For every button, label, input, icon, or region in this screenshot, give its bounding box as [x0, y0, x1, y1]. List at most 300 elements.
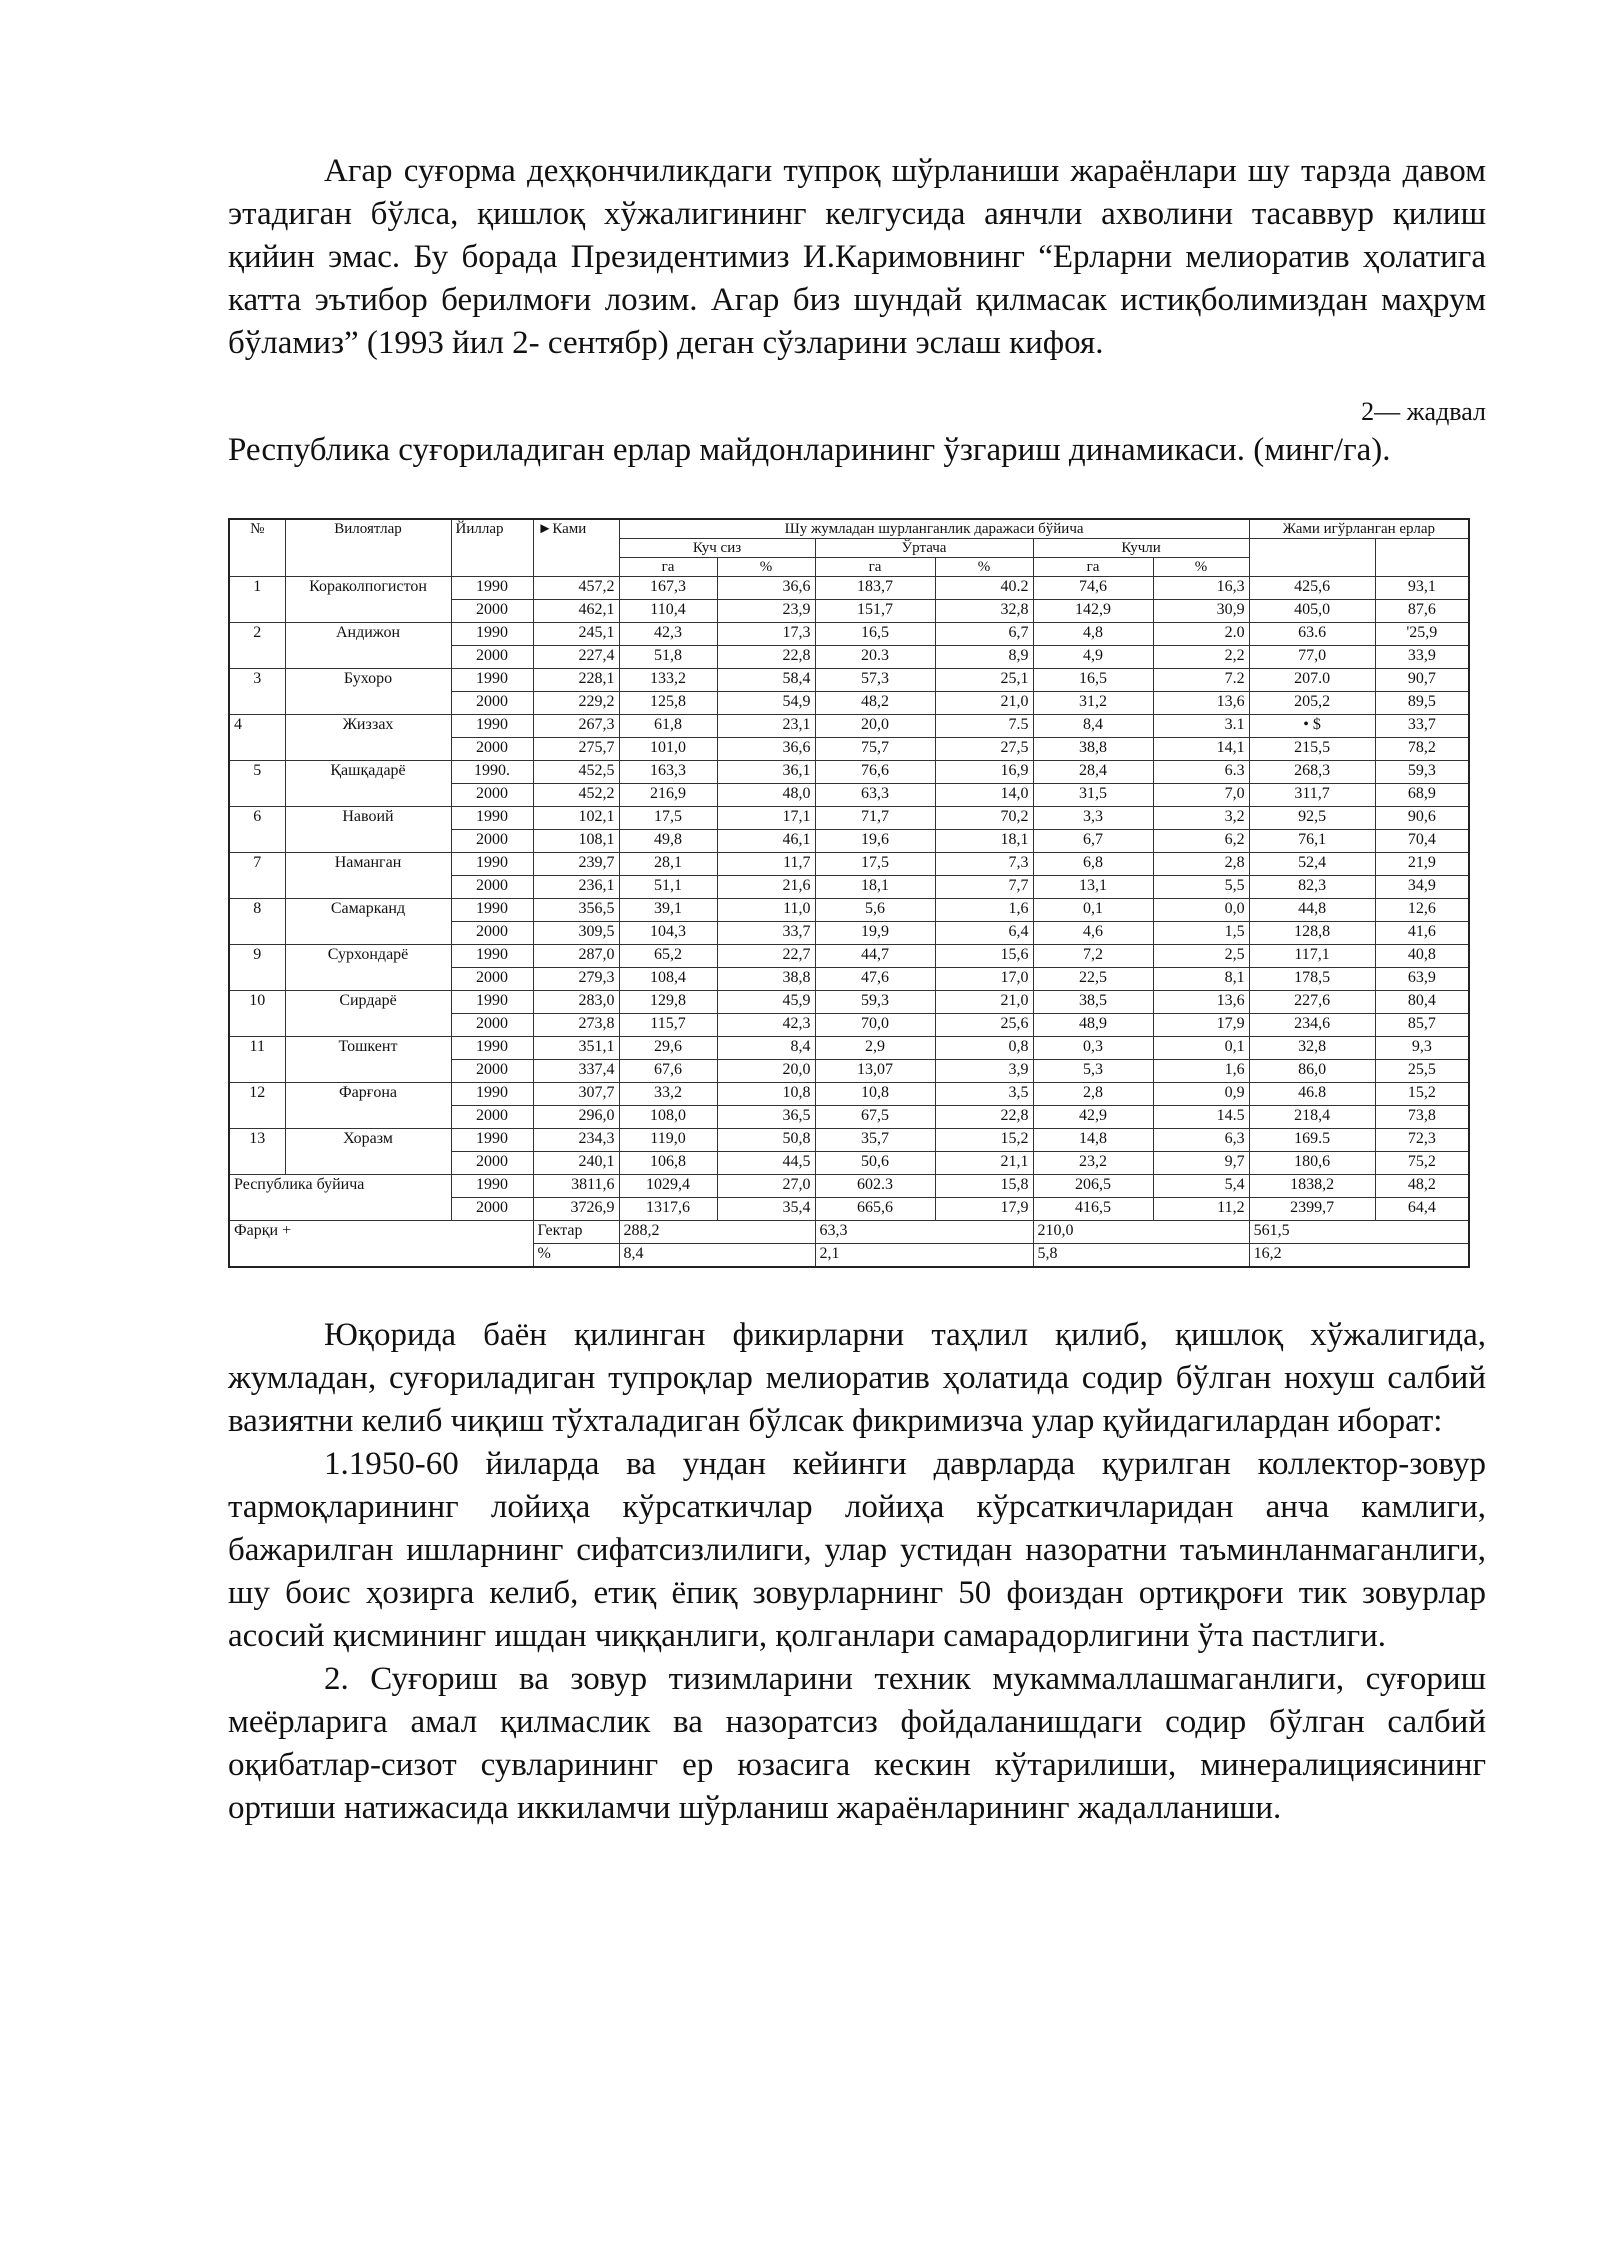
table-cell: 239,7 — [533, 853, 619, 876]
table-cell: 7,0 — [1153, 784, 1249, 807]
table-cell: 2,8 — [1033, 1083, 1153, 1106]
table-cell: 10,8 — [815, 1083, 935, 1106]
table-cell: 23,9 — [717, 600, 815, 623]
region-name: Сурхондарё — [285, 945, 451, 991]
body-text — [228, 1314, 1486, 1830]
region-name: Жиззах — [285, 715, 451, 761]
table-cell: 77,0 — [1249, 646, 1375, 669]
table-cell: 163,3 — [619, 761, 717, 784]
region-name: Андижон — [285, 623, 451, 669]
table-cell: 48,2 — [1375, 1175, 1469, 1198]
table-cell: 4,6 — [1033, 922, 1153, 945]
header-unit-pct: % — [935, 558, 1033, 577]
table-cell: 29,6 — [619, 1037, 717, 1060]
table-row — [229, 807, 1469, 830]
header-years: Йиллар — [451, 519, 533, 577]
table-cell: 351,1 — [533, 1037, 619, 1060]
table-cell: 267,3 — [533, 715, 619, 738]
table-cell: 36,6 — [717, 738, 815, 761]
table-cell: 21,0 — [935, 991, 1033, 1014]
reason-2-paragraph: 2. Суғориш ва зовур тизимларини техник мукаммаллашмаганлиги, суғориш меёрларига амал қилмаслик ва назоратсиз фойдаланишдаги содир бўлган салбий оқибатлар-сизот сувларининг ер юзасига кескин кўтарилиши, минералициясининг ортиши натижасида иккиламчи шўрланиш жараёнларининг жадалланиши. — [228, 1661, 1486, 1826]
region-number: 1 — [229, 577, 285, 623]
table-cell: 1,6 — [1153, 1060, 1249, 1083]
table-cell: 2000 — [451, 1014, 533, 1037]
table-cell: 58,4 — [717, 669, 815, 692]
table-cell: 57,3 — [815, 669, 935, 692]
table-cell: 44,7 — [815, 945, 935, 968]
table-cell: 17,9 — [935, 1198, 1033, 1221]
table-cell: 0,0 — [1153, 899, 1249, 922]
table-row — [229, 1129, 1469, 1152]
table-cell: 13,6 — [1153, 991, 1249, 1014]
table-cell: 33,2 — [619, 1083, 717, 1106]
table-cell: 39,1 — [619, 899, 717, 922]
reason-1-paragraph: 1.1950-60 йиларда ва ундан кейинги даврларда қурилган коллектор-зовур тармоқларининг лойиҳа кўрсаткичлар лойиҳа кўрсаткичларидан анча камлиги, бажарилган ишларнинг сифатсизлилиги, улар устидан назоратни таъминланмаганлиги, шу боис ҳозирга келиб, етиқ ёпиқ зовурларнинг 50 фоиздан ортиқроғи тик зовурлар асосий қисмининг ишдан чиққанлиги, қолганлари самарадорлигини ўта пастлиги. — [228, 1446, 1486, 1654]
table-cell: 9,3 — [1375, 1037, 1469, 1060]
table-cell: 42,3 — [619, 623, 717, 646]
table-cell: 178,5 — [1249, 968, 1375, 991]
table-cell: 2399,7 — [1249, 1198, 1375, 1221]
table-cell: 356,5 — [533, 899, 619, 922]
table-cell: 13,1 — [1033, 876, 1153, 899]
table-cell: 128,8 — [1249, 922, 1375, 945]
table-cell: 275,7 — [533, 738, 619, 761]
table-cell: 4,9 — [1033, 646, 1153, 669]
analysis-paragraph: Юқорида баён қилинган фикирларни таҳлил қилиб, қишлоқ хўжалигида, жумладан, суғориладиган тупроқлар мелиоратив ҳолатида содир бўлган нохуш салбий вазиятни келиб чиқиш тўхталадиган бўлсак фикримизча улар қуйидагилардан иборат: — [228, 1317, 1486, 1439]
region-name: Наманган — [285, 853, 451, 899]
table-cell: 33,9 — [1375, 646, 1469, 669]
table-cell: 44,8 — [1249, 899, 1375, 922]
table-cell: 2000 — [451, 1198, 533, 1221]
table-cell: 229,2 — [533, 692, 619, 715]
table-row — [229, 1083, 1469, 1106]
table-cell: 25,6 — [935, 1014, 1033, 1037]
header-strong: Кучли — [1033, 539, 1249, 558]
table-cell: 416,5 — [1033, 1198, 1153, 1221]
table-cell: 68,9 — [1375, 784, 1469, 807]
table-cell: 6,2 — [1153, 830, 1249, 853]
table-cell: 59,3 — [815, 991, 935, 1014]
header-unit-ha: га — [815, 558, 935, 577]
table-caption: Республика суғориладиган ерлар майдонларининг ўзгариш динамикаси. (минг/га). — [228, 432, 1391, 468]
table-cell: 240,1 — [533, 1152, 619, 1175]
table-cell: 42,9 — [1033, 1106, 1153, 1129]
table-cell: 25,1 — [935, 669, 1033, 692]
table-cell: 67,5 — [815, 1106, 935, 1129]
table-cell: 59,3 — [1375, 761, 1469, 784]
table-cell: 35,4 — [717, 1198, 815, 1221]
table-cell: 28,1 — [619, 853, 717, 876]
table-cell: 41,6 — [1375, 922, 1469, 945]
table-cell: 6.3 — [1153, 761, 1249, 784]
region-number: 13 — [229, 1129, 285, 1175]
table-cell: 20,0 — [815, 715, 935, 738]
table-cell: 125,8 — [619, 692, 717, 715]
table-cell: 47,6 — [815, 968, 935, 991]
table-cell: 245,1 — [533, 623, 619, 646]
table-cell: 452,5 — [533, 761, 619, 784]
table-cell: 1,6 — [935, 899, 1033, 922]
table-cell: 227,6 — [1249, 991, 1375, 1014]
table-cell: 2000 — [451, 1152, 533, 1175]
table-cell: 21,0 — [935, 692, 1033, 715]
table-cell: 2.0 — [1153, 623, 1249, 646]
region-number: 6 — [229, 807, 285, 853]
table-cell: 142,9 — [1033, 600, 1153, 623]
table-cell: 27,5 — [935, 738, 1033, 761]
table-cell: • $ — [1249, 715, 1375, 738]
table-cell: 2000 — [451, 968, 533, 991]
table-cell: 180,6 — [1249, 1152, 1375, 1175]
table-cell: 14,1 — [1153, 738, 1249, 761]
table-cell: 13,6 — [1153, 692, 1249, 715]
table-cell: 6,7 — [935, 623, 1033, 646]
table-cell: 2000 — [451, 692, 533, 715]
republic-label: Республика буйича — [229, 1175, 451, 1221]
region-name: Кораколпогистон — [285, 577, 451, 623]
region-name: Қашқадарё — [285, 761, 451, 807]
table-cell: 76,1 — [1249, 830, 1375, 853]
table-cell: 2,8 — [1153, 853, 1249, 876]
table-cell: 205,2 — [1249, 692, 1375, 715]
region-name: Тошкент — [285, 1037, 451, 1083]
table-cell: 33,7 — [717, 922, 815, 945]
table-cell: 104,3 — [619, 922, 717, 945]
table-cell: 48,9 — [1033, 1014, 1153, 1037]
table-cell: 3,9 — [935, 1060, 1033, 1083]
table-cell: 17,5 — [815, 853, 935, 876]
table-cell: 51,1 — [619, 876, 717, 899]
table-row — [229, 1037, 1469, 1060]
table-cell: 2,5 — [1153, 945, 1249, 968]
table-row — [229, 623, 1469, 646]
header-group: Шу жумладан шурланганлик даражаси бўйича — [619, 519, 1249, 539]
table-cell: 90,7 — [1375, 669, 1469, 692]
table-cell: 32,8 — [1249, 1037, 1375, 1060]
header-weak: Куч сиз — [619, 539, 815, 558]
table-cell: 307,7 — [533, 1083, 619, 1106]
table-cell: 38,5 — [1033, 991, 1153, 1014]
region-name: Бухоро — [285, 669, 451, 715]
region-name: Самарканд — [285, 899, 451, 945]
table-cell: 67,6 — [619, 1060, 717, 1083]
table-cell: 15,2 — [935, 1129, 1033, 1152]
table-cell: 16,9 — [935, 761, 1033, 784]
table-row — [229, 1175, 1469, 1198]
table-cell: 8,1 — [1153, 968, 1249, 991]
table-cell: 405,0 — [1249, 600, 1375, 623]
table-cell: 2000 — [451, 600, 533, 623]
table-row — [229, 761, 1469, 784]
table-cell: 216,9 — [619, 784, 717, 807]
table-row — [229, 991, 1469, 1014]
region-number: 7 — [229, 853, 285, 899]
table-cell: 151,7 — [815, 600, 935, 623]
table-cell: 106,8 — [619, 1152, 717, 1175]
table-cell: 227,4 — [533, 646, 619, 669]
diff-strong: 210,0 — [1033, 1221, 1249, 1244]
header-saline: Жами игўрланган ерлар — [1249, 519, 1469, 539]
table-cell: 207.0 — [1249, 669, 1375, 692]
table-cell: 18,1 — [815, 876, 935, 899]
table-cell: 296,0 — [533, 1106, 619, 1129]
table-cell: 5,4 — [1153, 1175, 1249, 1198]
table-cell: 7,3 — [935, 853, 1033, 876]
diff-total: 16,2 — [1249, 1244, 1469, 1268]
table-cell: 16,5 — [1033, 669, 1153, 692]
table-cell: 28,4 — [1033, 761, 1153, 784]
table-cell: 228,1 — [533, 669, 619, 692]
table-cell: 38,8 — [717, 968, 815, 991]
table-cell: 36,6 — [717, 577, 815, 600]
table-cell: 119,0 — [619, 1129, 717, 1152]
table-cell: 2000 — [451, 830, 533, 853]
table-cell: 17,9 — [1153, 1014, 1249, 1037]
table-cell: 20.3 — [815, 646, 935, 669]
table-cell: 87,6 — [1375, 600, 1469, 623]
region-name: Навоий — [285, 807, 451, 853]
table-cell: 38,8 — [1033, 738, 1153, 761]
table-cell: 36,1 — [717, 761, 815, 784]
region-number: 10 — [229, 991, 285, 1037]
table-cell: 64,4 — [1375, 1198, 1469, 1221]
table-cell: 2000 — [451, 1106, 533, 1129]
table-cell: 90,6 — [1375, 807, 1469, 830]
diff-strong: 5,8 — [1033, 1244, 1249, 1268]
region-number: 2 — [229, 623, 285, 669]
table-cell: 108,1 — [533, 830, 619, 853]
table-cell: 22,8 — [935, 1106, 1033, 1129]
diff-total: 561,5 — [1249, 1221, 1469, 1244]
table-row — [229, 577, 1469, 600]
table-cell: 52,4 — [1249, 853, 1375, 876]
table-cell: 1990 — [451, 899, 533, 922]
table-cell: '25,9 — [1375, 623, 1469, 646]
table-cell: 462,1 — [533, 600, 619, 623]
table-cell: 234,6 — [1249, 1014, 1375, 1037]
table-cell: 11,7 — [717, 853, 815, 876]
table-cell: 44,5 — [717, 1152, 815, 1175]
table-cell: 218,4 — [1249, 1106, 1375, 1129]
table-cell: 3,3 — [1033, 807, 1153, 830]
diff-unit: % — [533, 1244, 619, 1268]
table-cell: 40,8 — [1375, 945, 1469, 968]
diff-unit: Гектар — [533, 1221, 619, 1244]
table-cell: 236,1 — [533, 876, 619, 899]
table-cell: 65,2 — [619, 945, 717, 968]
table-cell: 3811,6 — [533, 1175, 619, 1198]
table-body — [229, 519, 1469, 1267]
table-cell: 92,5 — [1249, 807, 1375, 830]
table-cell: 22,5 — [1033, 968, 1153, 991]
table-cell: 20,0 — [717, 1060, 815, 1083]
table-cell: 23,2 — [1033, 1152, 1153, 1175]
table-cell: 46,1 — [717, 830, 815, 853]
table-cell: 108,4 — [619, 968, 717, 991]
table-cell: 108,0 — [619, 1106, 717, 1129]
table-cell: 102,1 — [533, 807, 619, 830]
header-unit-ha: га — [619, 558, 717, 577]
diff-weak: 288,2 — [619, 1221, 815, 1244]
table-cell: 85,7 — [1375, 1014, 1469, 1037]
table-cell: 18,1 — [935, 830, 1033, 853]
table-cell: 14.5 — [1153, 1106, 1249, 1129]
table-cell: 283,0 — [533, 991, 619, 1014]
table-cell: 183,7 — [815, 577, 935, 600]
table-cell: 279,3 — [533, 968, 619, 991]
region-number: 3 — [229, 669, 285, 715]
table-cell: 0,1 — [1153, 1037, 1249, 1060]
table-cell: 268,3 — [1249, 761, 1375, 784]
table-cell: 1990 — [451, 669, 533, 692]
table-cell: 72,3 — [1375, 1129, 1469, 1152]
region-number: 8 — [229, 899, 285, 945]
table-cell: 457,2 — [533, 577, 619, 600]
table-cell: 63,9 — [1375, 968, 1469, 991]
table-cell: 17,5 — [619, 807, 717, 830]
table-cell: 15,2 — [1375, 1083, 1469, 1106]
table-cell: 1990 — [451, 1083, 533, 1106]
table-cell: 110,4 — [619, 600, 717, 623]
table-cell: 8,4 — [1033, 715, 1153, 738]
table-cell: 6,3 — [1153, 1129, 1249, 1152]
table-cell: 1317,6 — [619, 1198, 717, 1221]
table-cell: 215,5 — [1249, 738, 1375, 761]
table-cell: 82,3 — [1249, 876, 1375, 899]
table-cell: 10,8 — [717, 1083, 815, 1106]
table-cell: 115,7 — [619, 1014, 717, 1037]
table-cell: 46.8 — [1249, 1083, 1375, 1106]
table-row — [229, 715, 1469, 738]
region-number: 9 — [229, 945, 285, 991]
table-cell: 21,1 — [935, 1152, 1033, 1175]
table-cell: 117,1 — [1249, 945, 1375, 968]
table-cell: 2000 — [451, 876, 533, 899]
header-saline-spacer-2 — [1375, 539, 1469, 577]
table-cell: 665,6 — [815, 1198, 935, 1221]
header-row — [229, 519, 1469, 539]
region-name: Сирдарё — [285, 991, 451, 1037]
table-cell: 7.2 — [1153, 669, 1249, 692]
header-total: ►Ками — [533, 519, 619, 577]
diff-label: Фарқи + — [229, 1221, 533, 1268]
table-cell: 48,2 — [815, 692, 935, 715]
table-cell: 452,2 — [533, 784, 619, 807]
table-cell: 35,7 — [815, 1129, 935, 1152]
table-cell: 4,8 — [1033, 623, 1153, 646]
diff-row — [229, 1221, 1469, 1244]
table-cell: 70,0 — [815, 1014, 935, 1037]
region-number: 5 — [229, 761, 285, 807]
table-cell: 6,7 — [1033, 830, 1153, 853]
table-cell: 8,4 — [717, 1037, 815, 1060]
table-cell: 2000 — [451, 784, 533, 807]
table-cell: 287,0 — [533, 945, 619, 968]
header-region: Вилоятлар — [285, 519, 451, 577]
table-cell: 34,9 — [1375, 876, 1469, 899]
table-cell: 45,9 — [717, 991, 815, 1014]
table-cell: 2000 — [451, 738, 533, 761]
table-cell: 31,2 — [1033, 692, 1153, 715]
region-number: 4 — [229, 715, 285, 761]
table-cell: 101,0 — [619, 738, 717, 761]
diff-medium: 2,1 — [815, 1244, 1033, 1268]
table-cell: 602.3 — [815, 1175, 935, 1198]
header-unit-ha: га — [1033, 558, 1153, 577]
table-cell: 14,8 — [1033, 1129, 1153, 1152]
salinity-table — [228, 518, 1470, 1268]
header-medium: Ўртача — [815, 539, 1033, 558]
table-cell: 17,0 — [935, 968, 1033, 991]
table-cell: 36,5 — [717, 1106, 815, 1129]
table-cell: 15,6 — [935, 945, 1033, 968]
table-cell: 13,07 — [815, 1060, 935, 1083]
table-cell: 30,9 — [1153, 600, 1249, 623]
table-cell: 1990 — [451, 991, 533, 1014]
header-unit-pct: % — [1153, 558, 1249, 577]
header-saline-spacer — [1249, 539, 1375, 577]
table-cell: 32,8 — [935, 600, 1033, 623]
table-cell: 50,8 — [717, 1129, 815, 1152]
table-cell: 22,7 — [717, 945, 815, 968]
table-cell: 6,4 — [935, 922, 1033, 945]
table-cell: 25,5 — [1375, 1060, 1469, 1083]
table-cell: 0,1 — [1033, 899, 1153, 922]
table-cell: 22,8 — [717, 646, 815, 669]
table-cell: 11,0 — [717, 899, 815, 922]
table-cell: 1990 — [451, 1129, 533, 1152]
table-cell: 337,4 — [533, 1060, 619, 1083]
table-cell: 33,7 — [1375, 715, 1469, 738]
region-number: 12 — [229, 1083, 285, 1129]
table-cell: 309,5 — [533, 922, 619, 945]
intro-paragraph: Агар суғорма деҳқончиликдаги тупроқ шўрланиши жараёнлари шу тарзда давом этадиган бўлса, қишлоқ хўжалигининг келгусида аянчли ахволини тасаввур қилиш қийин эмас. Бу борада Президентимиз И.Каримовнинг “Ерларни мелиоратив ҳолатига катта эътибор берилмоғи лозим. Агар биз шундай қилмасак истиқболимиздан маҳрум бўламиз” (1993 йил 2- сентябр) деган сўзларини эслаш кифоя. — [228, 153, 1486, 361]
table-cell: 5,6 — [815, 899, 935, 922]
table-cell: 23,1 — [717, 715, 815, 738]
table-cell: 1990 — [451, 715, 533, 738]
table-cell: 167,3 — [619, 577, 717, 600]
table-row — [229, 945, 1469, 968]
header-num: № — [229, 519, 285, 577]
table-cell: 0,8 — [935, 1037, 1033, 1060]
table-cell: 2,2 — [1153, 646, 1249, 669]
table-cell: 75,2 — [1375, 1152, 1469, 1175]
table-cell: 3,2 — [1153, 807, 1249, 830]
table-cell: 31,5 — [1033, 784, 1153, 807]
region-number: 11 — [229, 1037, 285, 1083]
table-cell: 3726,9 — [533, 1198, 619, 1221]
table-cell: 1,5 — [1153, 922, 1249, 945]
table-cell: 61,8 — [619, 715, 717, 738]
table-cell: 70,2 — [935, 807, 1033, 830]
table-number: 2— жадвал — [1361, 397, 1486, 426]
table-cell: 273,8 — [533, 1014, 619, 1037]
document-page — [228, 150, 1486, 1830]
table-cell: 11,2 — [1153, 1198, 1249, 1221]
table-cell: 42,3 — [717, 1014, 815, 1037]
table-cell: 21,6 — [717, 876, 815, 899]
table-row — [229, 899, 1469, 922]
table-cell: 311,7 — [1249, 784, 1375, 807]
table-cell: 15,8 — [935, 1175, 1033, 1198]
table-cell: 76,6 — [815, 761, 935, 784]
table-cell: 78,2 — [1375, 738, 1469, 761]
table-cell: 2000 — [451, 646, 533, 669]
table-cell: 0,3 — [1033, 1037, 1153, 1060]
table-cell: 5,5 — [1153, 876, 1249, 899]
table-cell: 1990 — [451, 577, 533, 600]
table-cell: 1990 — [451, 945, 533, 968]
